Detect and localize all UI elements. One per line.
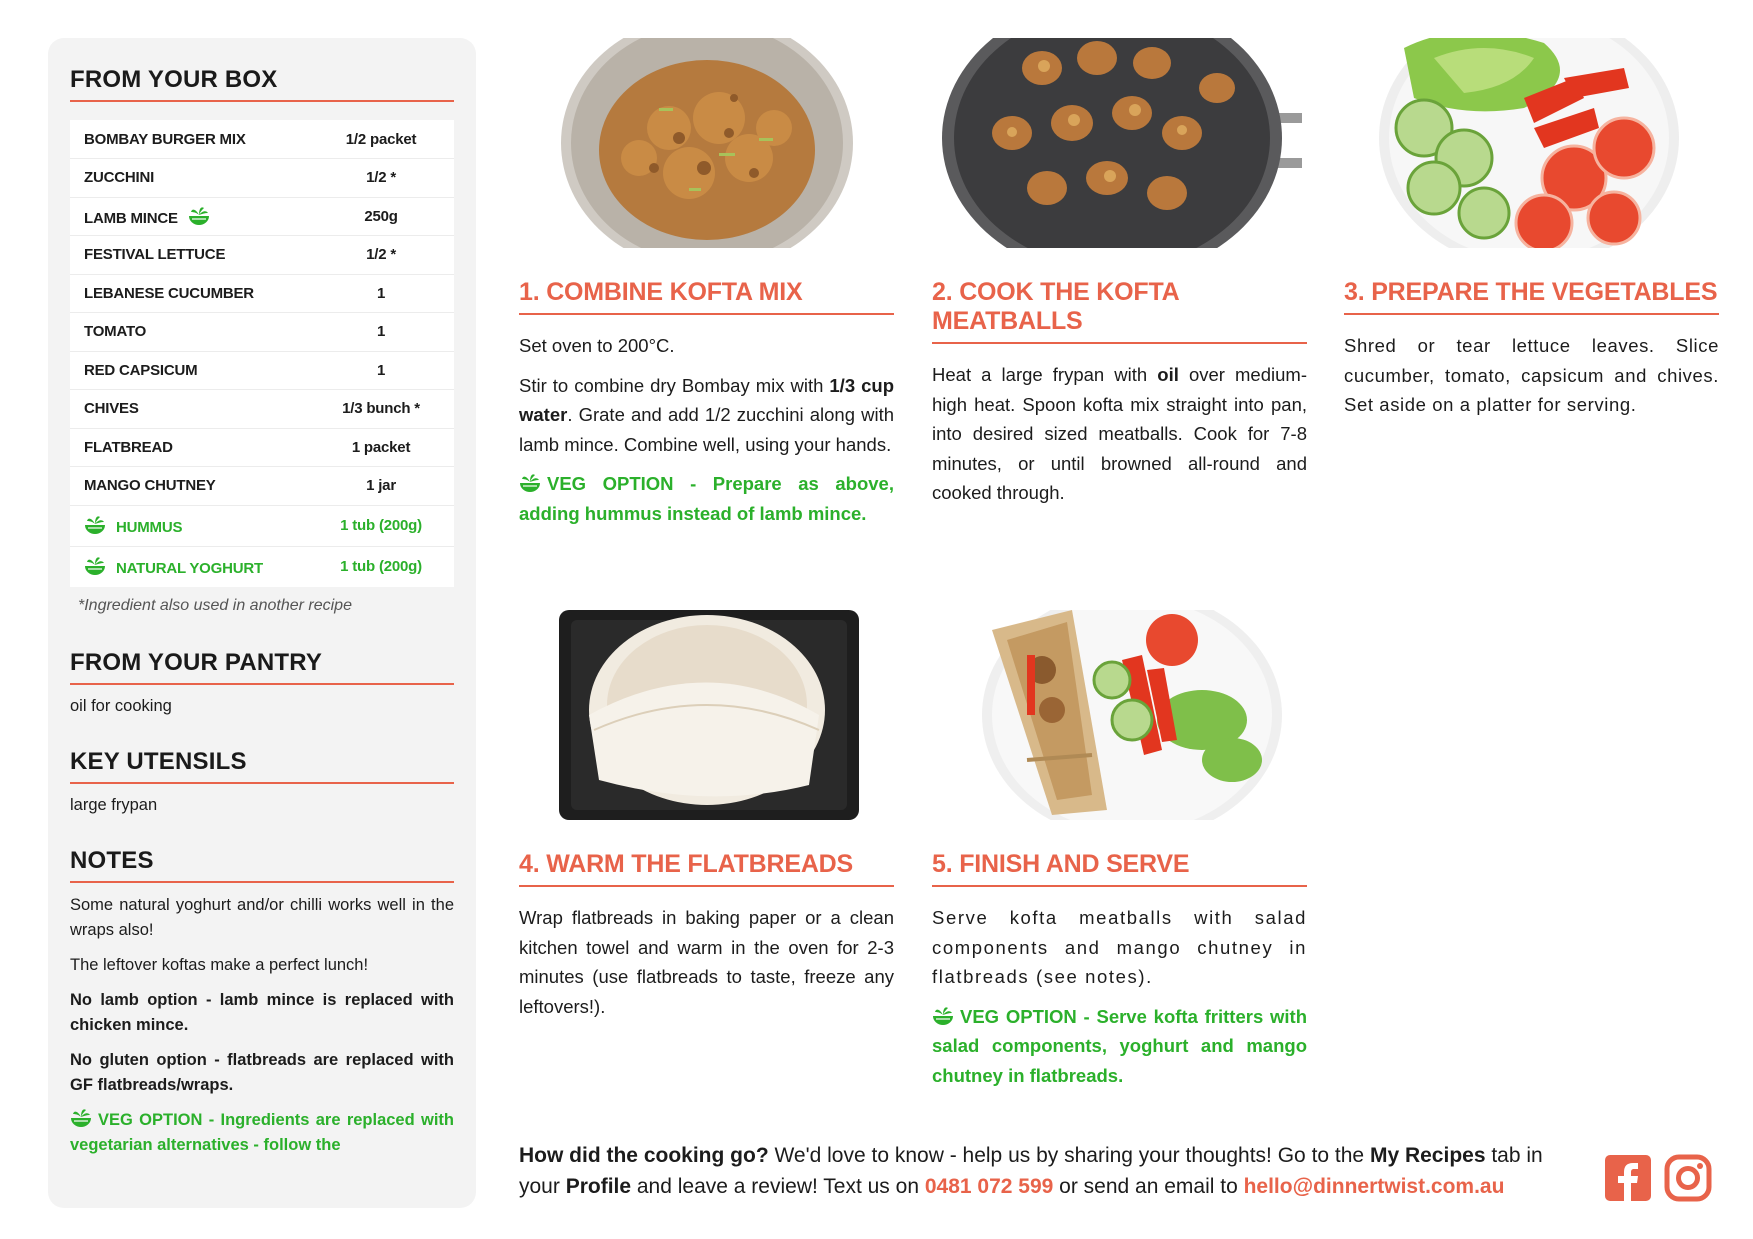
ingredient-row <box>70 313 454 352</box>
note-veg-text: VEG OPTION - Ingredients are replaced with vegetarian alternatives - follow the <box>70 1111 454 1154</box>
text-span: tab in your <box>519 1144 1543 1198</box>
note: Some natural yoghurt and/or chilli works well in the wraps also! <box>70 896 454 939</box>
veg-bowl-icon <box>70 1108 92 1128</box>
ingredient-name: FLATBREAD <box>70 428 308 467</box>
my-recipes-link[interactable]: My Recipes <box>1369 1144 1486 1167</box>
step-2-text <box>932 360 1307 508</box>
ingredient-qty: 1 <box>308 274 454 313</box>
ingredient-name: TOMATO <box>70 313 308 352</box>
ingredient-row <box>70 120 454 159</box>
ingredient-row <box>70 159 454 198</box>
veg-bowl-icon <box>519 473 541 493</box>
step-5-title: 5. FINISH AND SERVE <box>932 850 1307 887</box>
step-4-body <box>519 903 894 1021</box>
email-link[interactable]: hello@dinnertwist.com.au <box>1243 1175 1505 1198</box>
text-span: and leave a review! Text us on <box>631 1175 925 1198</box>
step-4-photo-flatbreads-tray <box>519 610 894 820</box>
text-span: . Grate and add 1/2 zucchini along with lamb mince. Combine well, using your hands. <box>519 404 894 455</box>
step-2-photo-frypan-meatballs <box>932 38 1307 248</box>
ingredient-name: LAMB MINCE <box>84 209 178 227</box>
step-5-photo-kofta-wrap-plate <box>932 610 1307 820</box>
step-5 <box>932 610 1307 1100</box>
utensils-section <box>70 748 454 815</box>
step-3-photo-vegetable-platter <box>1344 38 1719 248</box>
veg-bowl-icon <box>188 206 210 226</box>
ingredient-qty: 1 <box>308 313 454 352</box>
ingredient-name-cell <box>70 197 308 236</box>
ingredient-row <box>70 274 454 313</box>
text-span: We'd love to know - help us by sharing your thoughts! Go to the <box>768 1144 1370 1167</box>
ingredients-sidebar <box>48 38 476 1208</box>
ingredient-qty: 1/2 packet <box>308 120 454 159</box>
ingredient-name: NATURAL YOGHURT <box>115 560 263 578</box>
step-2-body <box>932 360 1307 508</box>
ingredient-qty: 1 packet <box>308 428 454 467</box>
veg-bowl-icon <box>84 515 106 535</box>
feedback-footer <box>519 1140 1579 1202</box>
ingredient-row <box>70 236 454 275</box>
step-1-veg-option <box>519 469 894 528</box>
ingredient-qty: 1 jar <box>308 467 454 506</box>
note-no-lamb: No lamb option - lamb mince is replaced with chicken mince. <box>70 991 454 1034</box>
step-1-body <box>519 331 894 528</box>
ingredient-row <box>70 351 454 390</box>
veg-text: VEG OPTION - Serve kofta fritters with salad components, yoghurt and mango chutney in flatbreads. <box>932 1005 1307 1086</box>
ingredient-row <box>70 467 454 506</box>
ingredient-qty: 1 <box>308 351 454 390</box>
step-1-title: 1. COMBINE KOFTA MIX <box>519 278 894 315</box>
instagram-icon[interactable] <box>1664 1154 1712 1202</box>
step-4-title: 4. WARM THE FLATBREADS <box>519 850 894 887</box>
ingredient-name: HUMMUS <box>115 519 183 536</box>
pantry-text: oil for cooking <box>70 697 172 715</box>
step-1 <box>519 38 894 538</box>
facebook-icon[interactable] <box>1604 1154 1652 1202</box>
veg-bowl-icon <box>932 1006 954 1026</box>
notes-section <box>70 847 454 1158</box>
step-2-title: 2. COOK THE KOFTA MEATBALLS <box>932 278 1307 344</box>
notes-heading: NOTES <box>70 847 454 883</box>
step-5-veg-option <box>932 1002 1307 1091</box>
ingredient-footnote: *Ingredient also used in another recipe <box>78 597 352 614</box>
ingredient-name: LEBANESE CUCUMBER <box>70 274 308 313</box>
ingredient-name: BOMBAY BURGER MIX <box>70 120 308 159</box>
step-5-body <box>932 903 1307 1090</box>
from-your-pantry-heading: FROM YOUR PANTRY <box>70 649 454 685</box>
ingredient-qty: 1/2 * <box>308 236 454 275</box>
step-2 <box>932 38 1307 518</box>
veg-text: VEG OPTION - Prepare as above, adding hummus instead of lamb mince. <box>519 473 894 524</box>
phone-number-link[interactable]: 0481 072 599 <box>924 1175 1054 1198</box>
ingredient-qty: 1/3 bunch * <box>308 390 454 429</box>
pantry-section <box>70 649 454 716</box>
ingredients-table <box>70 120 454 587</box>
note: The leftover koftas make a perfect lunch! <box>70 956 369 974</box>
ingredient-row <box>70 390 454 429</box>
ingredient-name: CHIVES <box>70 390 308 429</box>
oil-word: oil <box>1157 364 1179 385</box>
step-1-text <box>519 371 894 460</box>
note-veg-option <box>70 1108 454 1158</box>
note-no-gluten: No gluten option - flatbreads are replaced with GF flatbreads/wraps. <box>70 1051 454 1094</box>
veg-bowl-icon <box>84 556 106 576</box>
ingredient-name: ZUCCHINI <box>70 159 308 198</box>
text-span: Stir to combine dry Bombay mix with <box>519 374 830 396</box>
step-5-text: Serve kofta meatballs with salad components and mango chutney in flatbreads (see notes). <box>932 907 1307 987</box>
text-span: or send an email to <box>1053 1175 1244 1198</box>
ingredient-qty: 250g <box>308 197 454 236</box>
step-3-text: Shred or tear lettuce leaves. Slice cucumber, tomato, capsicum and chives. Set aside on a platter for serving. <box>1344 335 1719 415</box>
ingredient-row <box>70 428 454 467</box>
ingredient-qty: 1 tub (200g) <box>340 558 422 576</box>
text-span: Heat a large frypan with <box>932 364 1158 385</box>
ingredient-qty: 1/2 * <box>308 159 454 198</box>
ingredient-qty: 1 tub (200g) <box>308 505 454 546</box>
ingredient-name: MANGO CHUTNEY <box>70 467 308 506</box>
feedback-question: How did the cooking go? <box>519 1144 769 1167</box>
ingredient-row <box>70 197 454 236</box>
ingredient-name-cell <box>70 505 308 546</box>
ingredient-name: FESTIVAL LETTUCE <box>70 236 308 275</box>
step-1-text: Set oven to 200°C. <box>519 335 675 356</box>
step-3-title: 3. PREPARE THE VEGETABLES <box>1344 278 1719 315</box>
key-utensils-heading: KEY UTENSILS <box>70 748 454 784</box>
text-span: over medium-high heat. Spoon kofta mix straight into pan, into desired sized meatballs. Cook for 7-8 minutes, or until browned all-round and cooked through. <box>932 364 1307 503</box>
step-1-photo-kofta-mix-bowl <box>519 38 894 248</box>
step-4-text: Wrap flatbreads in baking paper or a clean kitchen towel and warm in the oven for 2-3 minutes (use flatbreads to taste, freeze any leftovers!). <box>519 907 894 1017</box>
ingredient-name: RED CAPSICUM <box>70 351 308 390</box>
from-your-box-heading: FROM YOUR BOX <box>70 66 454 102</box>
step-3-body <box>1344 331 1719 420</box>
ingredient-name-cell <box>70 546 308 587</box>
step-4 <box>519 610 894 1031</box>
ingredient-row-veg <box>70 546 454 587</box>
step-3 <box>1344 38 1719 430</box>
utensils-text: large frypan <box>70 796 158 814</box>
profile-link[interactable]: Profile <box>565 1175 632 1198</box>
water-amount: 1/3 cup water <box>519 374 895 425</box>
ingredient-row-veg <box>70 505 454 546</box>
